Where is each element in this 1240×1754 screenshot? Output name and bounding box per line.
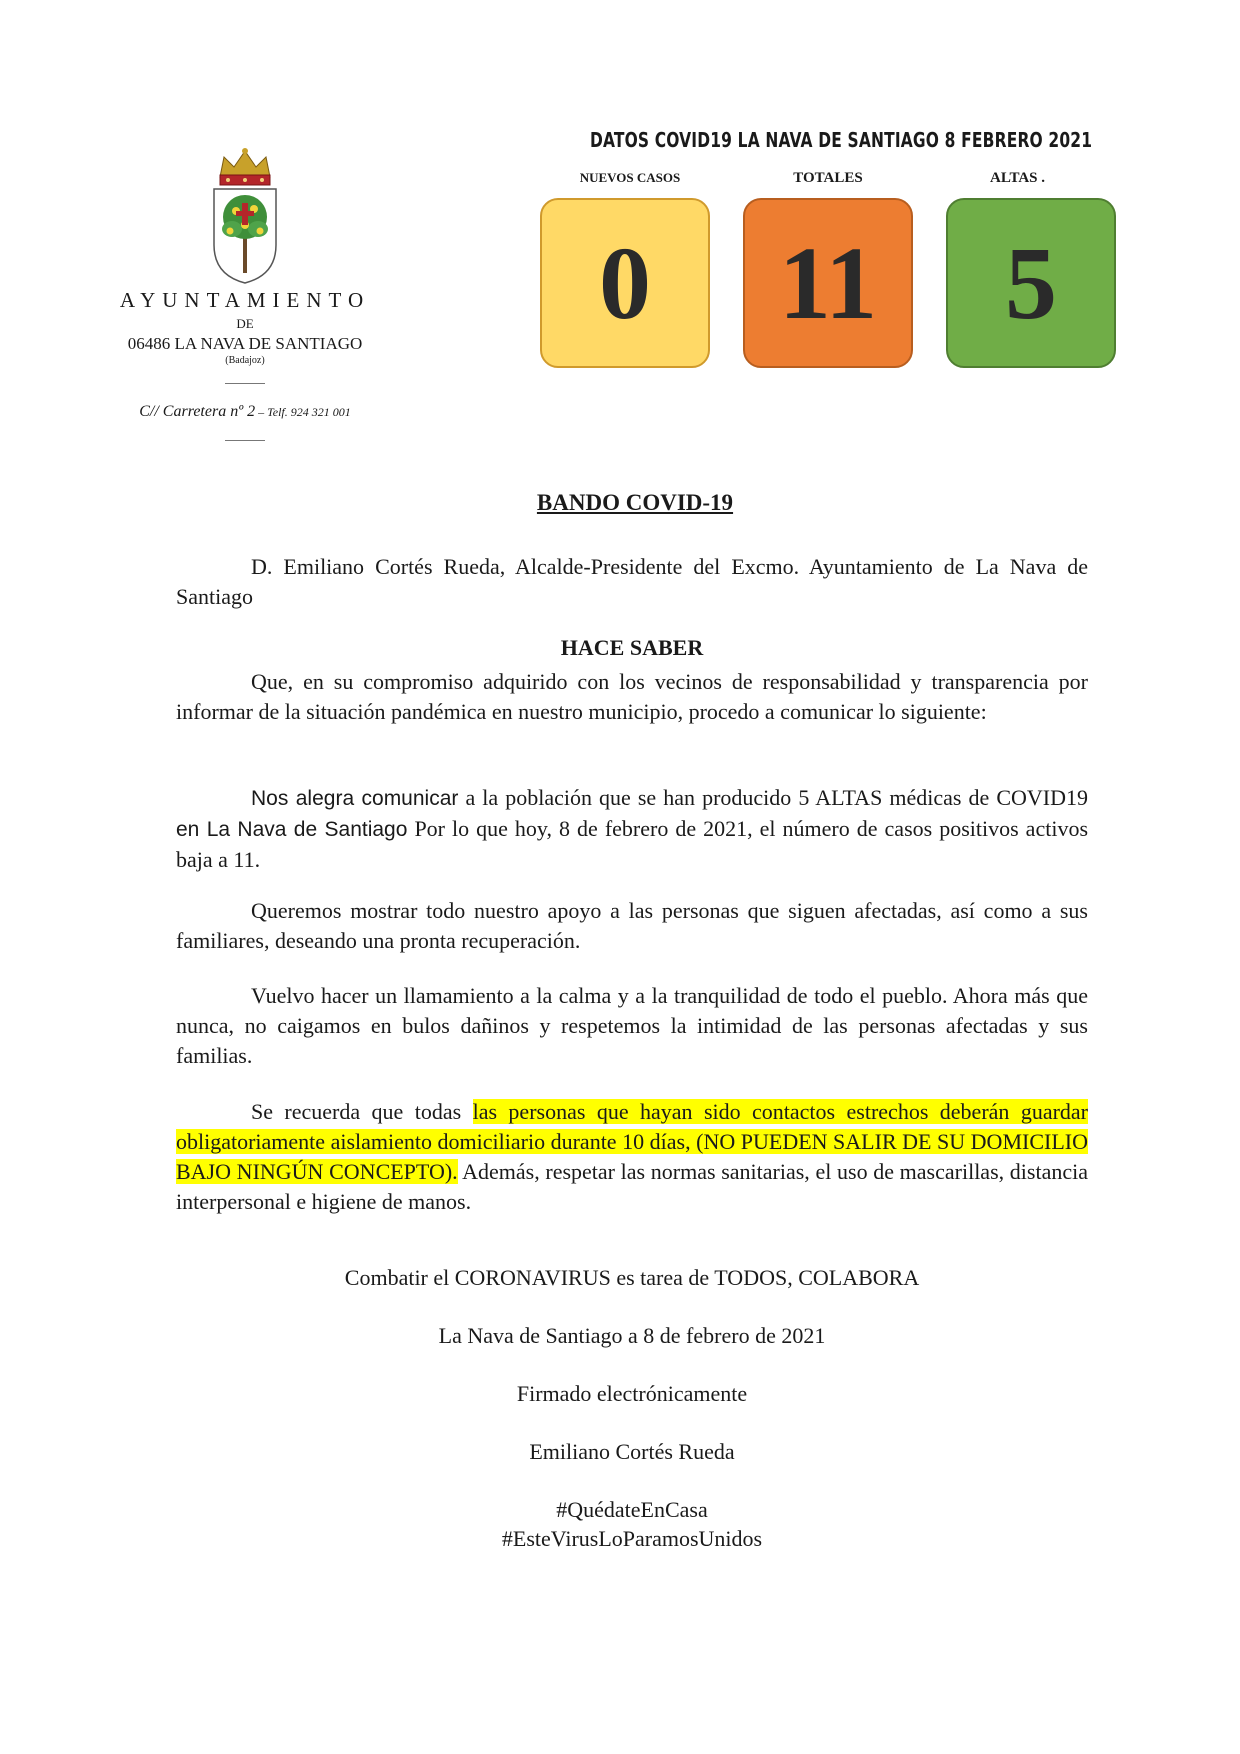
p5-lead: Se recuerda que todas <box>251 1099 473 1124</box>
intro-paragraph: D. Emiliano Cortés Rueda, Alcalde-Presidente del Excmo. Ayuntamiento de La Nava de Santiago <box>176 554 1088 609</box>
stat-nuevos-casos: 0 <box>540 198 710 368</box>
p5-highlight: las personas que hayan sido contactos estrechos deberán guardar obligatoriamente aislamiento domiciliario durante 10 días, (NO PUEDEN SALIR DE SU DOMICILIO BAJO NINGÚN CONCEPTO). <box>176 1099 1089 1184</box>
signed-electronically: Firmado electrónicamente <box>516 1381 748 1406</box>
stat-totales: 11 <box>743 198 913 368</box>
divider <box>225 440 265 441</box>
p2-lead: Nos alegra comunicar <box>251 787 459 810</box>
letterhead-organization: AYUNTAMIENTO <box>119 288 371 312</box>
address-phone: – Telf. 924 321 001 <box>255 405 351 419</box>
paragraph-1: Que, en su compromiso adquirido con los vecinos de responsabilidad y transparencia por informar de la situación pandémica en nuestro municipio, procedo a comunicar lo siguiente: <box>176 669 1088 724</box>
hashtag-quedate: #QuédateEnCasa <box>556 1497 708 1522</box>
p5-end: Además, respetar las normas sanitarias, el uso de mascarillas, distancia interpersonal e higiene de manos. <box>176 1159 1088 1214</box>
paragraph-5 <box>176 1097 1088 1217</box>
p2-text: a la población que se han producido 5 ALTAS médicas de COVID19 <box>458 785 1088 810</box>
stat-altas: 5 <box>946 198 1116 368</box>
letterhead-place: 06486 LA NAVA DE SANTIAGO <box>127 334 363 353</box>
signer-name: Emiliano Cortés Rueda <box>529 1439 735 1464</box>
hashtag-estevirus: #EsteVirusLoParamosUnidos <box>501 1526 763 1551</box>
date-line: La Nava de Santiago a 8 de febrero de 2021 <box>438 1323 826 1348</box>
slogan: Combatir el CORONAVIRUS es tarea de TODOS, COLABORA <box>344 1265 920 1290</box>
document-title: BANDO COVID-19 <box>536 490 734 515</box>
address-main: C// Carretera nº 2 <box>139 403 256 420</box>
paragraph-2 <box>176 783 1088 875</box>
p2-place: en La Nava de Santiago <box>176 818 408 841</box>
covid-data-title: DATOS COVID19 LA NAVA DE SANTIAGO 8 FEBRERO 2021 <box>590 128 1093 152</box>
label-totales: TOTALES <box>793 170 863 186</box>
label-altas: ALTAS . <box>990 170 1046 186</box>
letterhead-address <box>95 403 395 421</box>
letterhead-de: DE <box>236 316 254 331</box>
divider <box>225 383 265 384</box>
paragraph-4: Vuelvo hacer un llamamiento a la calma y a la tranquilidad de todo el pueblo. Ahora más que nunca, no caigamos en bulos dañinos y respetemos la intimidad de las personas afectadas y sus familias. <box>176 983 1088 1068</box>
label-nuevos-casos: NUEVOS CASOS <box>579 170 681 185</box>
hace-saber-heading: HACE SABER <box>560 635 704 660</box>
coat-of-arms-icon <box>200 145 290 285</box>
letterhead-province: (Badajoz) <box>225 355 265 366</box>
paragraph-3: Queremos mostrar todo nuestro apoyo a las personas que siguen afectadas, así como a sus familiares, deseando una pronta recuperación. <box>176 898 1088 953</box>
p2-text-end: Por lo que hoy, 8 de febrero de 2021, el número de casos positivos activos baja a 11. <box>176 816 1089 872</box>
